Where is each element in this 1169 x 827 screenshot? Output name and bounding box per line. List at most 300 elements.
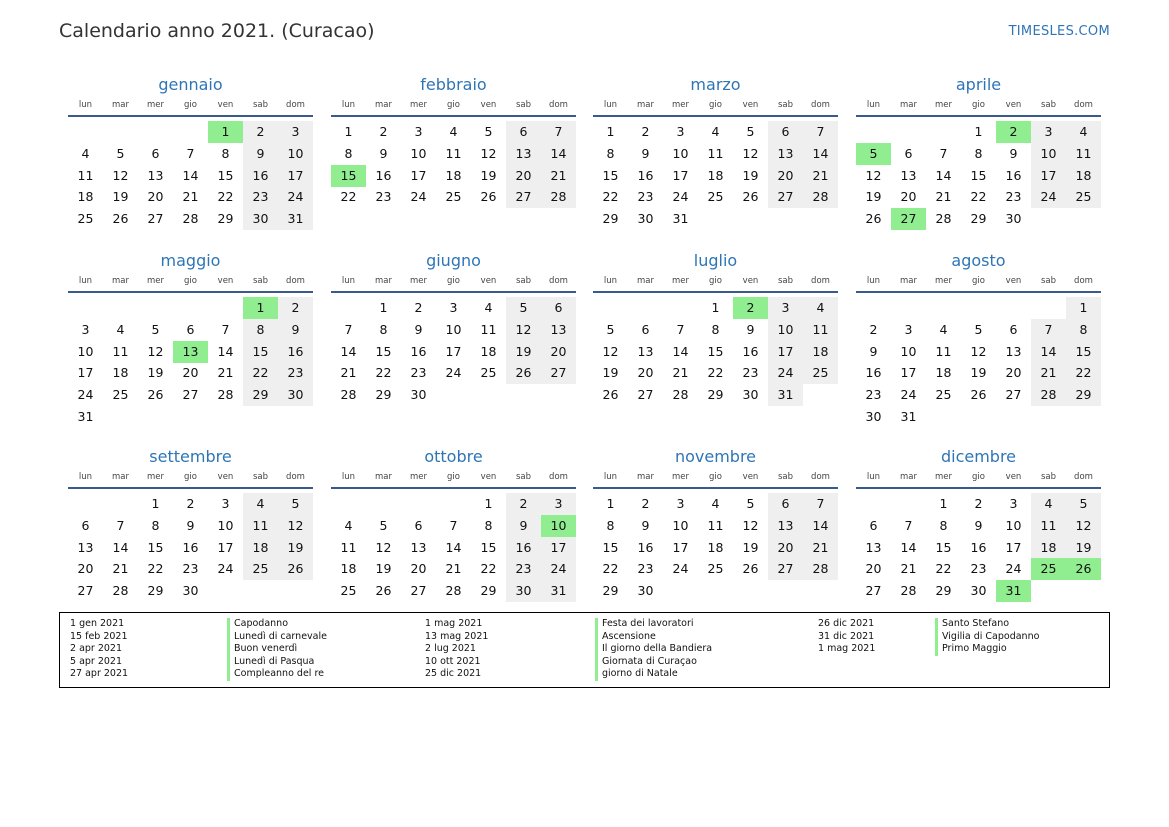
- day-cell: 17: [410, 167, 427, 183]
- day-cell: 10: [672, 145, 689, 161]
- day-cell: 27: [637, 387, 654, 403]
- weekday-label: ven: [742, 472, 759, 482]
- legend-holiday: Il giorno della Bandiera: [602, 643, 713, 655]
- weekday-label: ven: [217, 276, 234, 286]
- day-cell: 30: [637, 211, 654, 227]
- day-cell: 19: [742, 167, 759, 183]
- day-cell: 12: [278, 515, 313, 537]
- month-name: dicembre: [940, 447, 1017, 466]
- day-cell: 9: [186, 517, 195, 533]
- day-cell: 1: [379, 300, 388, 315]
- day-cell: 6: [768, 121, 803, 143]
- day-cell: 18: [1066, 165, 1101, 187]
- day-cell: 6: [541, 297, 576, 319]
- day-cell: 5: [506, 297, 541, 319]
- legend-dates-col2: [425, 618, 488, 681]
- legend-holiday: giorno di Natale: [602, 668, 678, 680]
- legend-holiday: Santo Stefano: [942, 618, 1010, 629]
- day-cell: 14: [217, 343, 234, 359]
- day-cell: 26: [147, 387, 164, 403]
- day-cell: 8: [711, 321, 720, 337]
- day-cell: 29: [480, 583, 497, 599]
- weekday-label: lun: [341, 100, 356, 110]
- weekday-label: mar: [112, 100, 129, 110]
- day-cell: 16: [506, 537, 541, 559]
- weekday-label: ven: [217, 100, 234, 110]
- day-cell: 16: [278, 341, 313, 363]
- day-cell: 3: [449, 300, 458, 315]
- day-cell: 11: [1031, 515, 1066, 537]
- weekday-label: sab: [777, 100, 794, 110]
- header-rule: [68, 487, 313, 489]
- weekday-label: mar: [112, 472, 129, 482]
- weekday-label: mar: [637, 472, 654, 482]
- day-cell: 12: [147, 343, 164, 359]
- day-cell: 5: [151, 321, 160, 337]
- legend-names-col1: [227, 618, 327, 681]
- weekday-label: gio: [184, 472, 197, 482]
- day-cell: 1: [151, 496, 160, 511]
- day-cell: 15: [1066, 341, 1101, 363]
- day-cell: 23: [182, 561, 199, 577]
- day-cell: 30: [637, 583, 654, 599]
- day-cell: 1: [939, 496, 948, 511]
- day-cell: 21: [803, 165, 838, 187]
- day-cell: 20: [637, 365, 654, 381]
- day-cell: 4: [939, 321, 948, 337]
- weekday-label: lun: [78, 100, 93, 110]
- header-rule: [68, 115, 313, 117]
- day-cell: 10: [900, 343, 917, 359]
- day-cell: 11: [340, 539, 357, 555]
- day-cell: 14: [803, 515, 838, 537]
- day-cell: 30: [410, 387, 427, 403]
- day-cell: 19: [506, 341, 541, 363]
- day-cell: 13: [768, 143, 803, 165]
- weekday-label: dom: [811, 100, 830, 110]
- weekday-label: sab: [252, 276, 269, 286]
- weekday-label: gio: [709, 472, 722, 482]
- day-cell: 20: [77, 561, 94, 577]
- day-cell: 23: [742, 365, 759, 381]
- day-cell: 30: [1005, 211, 1022, 227]
- day-cell: 15: [707, 343, 724, 359]
- header-rule: [331, 487, 576, 489]
- day-cell: 3: [81, 321, 90, 337]
- weekday-label: gio: [709, 100, 722, 110]
- weekday-label: gio: [184, 100, 197, 110]
- day-cell: 8: [939, 517, 948, 533]
- day-cell: 23: [1005, 189, 1022, 205]
- day-cell: 18: [1031, 537, 1066, 559]
- header-rule: [68, 291, 313, 293]
- day-cell: 1: [606, 496, 615, 511]
- day-cell: 27: [1005, 387, 1022, 403]
- day-cell: 5: [1066, 493, 1101, 515]
- day-cell: 13: [768, 515, 803, 537]
- day-cell: 11: [935, 343, 952, 359]
- day-cell: 17: [768, 341, 803, 363]
- day-cell: 14: [672, 343, 689, 359]
- day-cell: 2: [974, 496, 983, 511]
- day-cell: 15: [602, 539, 619, 555]
- day-cell: 24: [410, 189, 427, 205]
- weekday-label: lun: [603, 100, 618, 110]
- day-cell: 9: [278, 319, 313, 341]
- weekday-label: mar: [375, 276, 392, 286]
- day-cell: 24: [768, 362, 803, 384]
- day-cell: 29: [1066, 384, 1101, 406]
- day-cell: 13: [77, 539, 94, 555]
- day-cell: 30: [278, 384, 313, 406]
- day-cell: 22: [1066, 362, 1101, 384]
- weekday-label: dom: [286, 100, 305, 110]
- legend-holiday: Lunedì di carnevale: [234, 630, 327, 642]
- day-cell: 27: [865, 583, 882, 599]
- weekday-label: dom: [811, 472, 830, 482]
- day-cell: 17: [672, 539, 689, 555]
- month-name: settembre: [149, 447, 232, 466]
- day-cell: 28: [541, 186, 576, 208]
- holiday-day-cell: 1: [243, 297, 278, 319]
- day-cell: 16: [742, 343, 759, 359]
- day-cell: 3: [221, 496, 230, 511]
- day-cell: 5: [379, 517, 388, 533]
- day-cell: 23: [970, 561, 987, 577]
- day-cell: 19: [375, 561, 392, 577]
- day-cell: 8: [243, 319, 278, 341]
- day-cell: 11: [243, 515, 278, 537]
- day-cell: 7: [803, 493, 838, 515]
- day-cell: 10: [410, 145, 427, 161]
- day-cell: 20: [865, 561, 882, 577]
- legend-date: 5 apr 2021: [70, 655, 123, 667]
- holiday-day-cell: 27: [891, 208, 926, 230]
- day-cell: 12: [602, 343, 619, 359]
- day-cell: 23: [278, 362, 313, 384]
- day-cell: 30: [865, 409, 882, 424]
- day-cell: 7: [186, 145, 195, 161]
- weekday-label: mar: [900, 276, 917, 286]
- month-name: agosto: [951, 251, 1006, 270]
- weekday-label: sab: [1040, 276, 1057, 286]
- day-cell: 2: [869, 321, 878, 337]
- day-cell: 28: [803, 558, 838, 580]
- day-cell: 18: [803, 341, 838, 363]
- day-cell: 2: [641, 124, 650, 139]
- weekday-label: gio: [447, 100, 460, 110]
- header-rule: [331, 115, 576, 117]
- day-cell: 28: [1031, 384, 1066, 406]
- day-cell: 29: [602, 583, 619, 599]
- weekday-label: lun: [603, 472, 618, 482]
- day-cell: 7: [676, 321, 685, 337]
- legend-holiday: Vigilia di Capodanno: [942, 630, 1040, 642]
- day-cell: 28: [935, 211, 952, 227]
- day-cell: 6: [506, 121, 541, 143]
- day-cell: 16: [1005, 167, 1022, 183]
- day-cell: 14: [900, 539, 917, 555]
- day-cell: 19: [480, 167, 497, 183]
- day-cell: 27: [147, 211, 164, 227]
- page-title: Calendario anno 2021. (Curacao): [59, 20, 375, 42]
- day-cell: 12: [506, 319, 541, 341]
- day-cell: 22: [375, 365, 392, 381]
- day-cell: 17: [541, 537, 576, 559]
- holiday-day-cell: 1: [208, 121, 243, 143]
- day-cell: 29: [375, 387, 392, 403]
- day-cell: 2: [414, 300, 423, 315]
- day-cell: 27: [410, 583, 427, 599]
- day-cell: 18: [77, 189, 94, 205]
- legend-date: 25 dic 2021: [425, 668, 482, 680]
- legend-date: 1 mag 2021: [425, 618, 483, 629]
- day-cell: 20: [506, 165, 541, 187]
- day-cell: 5: [484, 124, 493, 139]
- weekday-label: sab: [1040, 472, 1057, 482]
- weekday-label: mer: [409, 276, 427, 286]
- holiday-day-cell: 10: [541, 515, 576, 537]
- day-cell: 14: [803, 143, 838, 165]
- site-link[interactable]: TIMESLES.COM: [1008, 24, 1110, 39]
- day-cell: 28: [217, 387, 234, 403]
- day-cell: 10: [445, 321, 462, 337]
- day-cell: 14: [935, 167, 952, 183]
- day-cell: 28: [445, 583, 462, 599]
- weekday-label: gio: [447, 472, 460, 482]
- day-cell: 21: [217, 365, 234, 381]
- day-cell: 31: [768, 384, 803, 406]
- day-cell: 25: [340, 583, 357, 599]
- day-cell: 31: [672, 211, 689, 227]
- day-cell: 23: [243, 186, 278, 208]
- month-name: maggio: [160, 251, 221, 270]
- day-cell: 28: [672, 387, 689, 403]
- day-cell: 13: [637, 343, 654, 359]
- holiday-day-cell: 31: [996, 580, 1031, 602]
- legend-holiday: Buon venerdì: [234, 643, 298, 655]
- day-cell: 18: [445, 167, 462, 183]
- weekday-label: lun: [341, 276, 356, 286]
- day-cell: 13: [147, 167, 164, 183]
- day-cell: 4: [81, 145, 90, 161]
- weekday-label: gio: [184, 276, 197, 286]
- weekday-label: gio: [972, 472, 985, 482]
- day-cell: 19: [602, 365, 619, 381]
- day-cell: 12: [375, 539, 392, 555]
- day-cell: 20: [768, 537, 803, 559]
- day-cell: 17: [445, 343, 462, 359]
- day-cell: 24: [445, 365, 462, 381]
- day-cell: 13: [1005, 343, 1022, 359]
- weekday-label: lun: [866, 276, 881, 286]
- weekday-label: mer: [934, 472, 952, 482]
- day-cell: 6: [414, 517, 423, 533]
- day-cell: 14: [112, 539, 129, 555]
- day-cell: 27: [182, 387, 199, 403]
- holiday-day-cell: 2: [733, 297, 768, 319]
- day-cell: 27: [506, 186, 541, 208]
- day-cell: 20: [900, 189, 917, 205]
- month-name: gennaio: [158, 75, 223, 94]
- day-cell: 26: [278, 558, 313, 580]
- header-rule: [856, 115, 1101, 117]
- day-cell: 28: [340, 387, 357, 403]
- legend-names-col2: [595, 618, 712, 681]
- day-cell: 13: [865, 539, 882, 555]
- day-cell: 15: [375, 343, 392, 359]
- weekday-label: mer: [146, 100, 164, 110]
- day-cell: 29: [602, 211, 619, 227]
- header-rule: [593, 115, 838, 117]
- day-cell: 3: [1031, 121, 1066, 143]
- day-cell: 4: [711, 124, 720, 139]
- day-cell: 17: [77, 365, 94, 381]
- header-rule: [856, 291, 1101, 293]
- day-cell: 17: [672, 167, 689, 183]
- day-cell: 5: [278, 493, 313, 515]
- weekday-label: dom: [549, 276, 568, 286]
- weekday-label: sab: [777, 276, 794, 286]
- day-cell: 9: [379, 145, 388, 161]
- weekday-label: ven: [742, 100, 759, 110]
- legend-holiday: Primo Maggio: [942, 643, 1007, 655]
- day-cell: 18: [340, 561, 357, 577]
- day-cell: 16: [182, 539, 199, 555]
- day-cell: 13: [410, 539, 427, 555]
- day-cell: 7: [1031, 319, 1066, 341]
- day-cell: 28: [182, 211, 199, 227]
- weekday-label: mer: [146, 276, 164, 286]
- weekday-label: mer: [409, 472, 427, 482]
- weekday-label: mer: [934, 100, 952, 110]
- day-cell: 1: [974, 124, 983, 139]
- day-cell: 24: [900, 387, 917, 403]
- day-cell: 3: [904, 321, 913, 337]
- day-cell: 6: [1009, 321, 1018, 337]
- day-cell: 5: [746, 124, 755, 139]
- day-cell: 25: [1066, 186, 1101, 208]
- day-cell: 16: [243, 165, 278, 187]
- weekday-label: mar: [900, 472, 917, 482]
- day-cell: 19: [970, 365, 987, 381]
- day-cell: 11: [77, 167, 94, 183]
- header-rule: [593, 487, 838, 489]
- legend-date: 13 mag 2021: [425, 630, 489, 642]
- day-cell: 4: [711, 496, 720, 511]
- day-cell: 18: [707, 539, 724, 555]
- day-cell: 12: [1066, 515, 1101, 537]
- legend-date: 2 lug 2021: [425, 643, 476, 655]
- legend-date: 10 ott 2021: [425, 655, 481, 667]
- day-cell: 17: [1005, 539, 1022, 555]
- day-cell: 31: [541, 580, 576, 602]
- day-cell: 7: [939, 145, 948, 161]
- day-cell: 15: [243, 341, 278, 363]
- day-cell: 10: [278, 143, 313, 165]
- month-name: novembre: [674, 447, 757, 466]
- day-cell: 20: [1005, 365, 1022, 381]
- day-cell: 15: [217, 167, 234, 183]
- day-cell: 13: [506, 143, 541, 165]
- legend-dates-col3: [818, 618, 875, 656]
- day-cell: 7: [904, 517, 913, 533]
- day-cell: 4: [1031, 493, 1066, 515]
- day-cell: 29: [217, 211, 234, 227]
- day-cell: 4: [344, 517, 353, 533]
- day-cell: 3: [541, 493, 576, 515]
- weekday-label: ven: [742, 276, 759, 286]
- day-cell: 4: [484, 300, 493, 315]
- weekday-label: ven: [480, 100, 497, 110]
- day-cell: 24: [1005, 561, 1022, 577]
- day-cell: 9: [641, 145, 650, 161]
- day-cell: 7: [449, 517, 458, 533]
- day-cell: 27: [77, 583, 94, 599]
- legend-date: 2 apr 2021: [70, 643, 123, 655]
- day-cell: 11: [1066, 143, 1101, 165]
- day-cell: 31: [77, 409, 94, 424]
- day-cell: 5: [606, 321, 615, 337]
- day-cell: 17: [1031, 165, 1066, 187]
- day-cell: 31: [278, 208, 313, 230]
- day-cell: 8: [606, 145, 615, 161]
- day-cell: 22: [970, 189, 987, 205]
- day-cell: 23: [506, 558, 541, 580]
- header-rule: [856, 487, 1101, 489]
- day-cell: 10: [77, 343, 94, 359]
- day-cell: 6: [151, 145, 160, 161]
- month-name: ottobre: [424, 447, 483, 466]
- legend-holiday: Lunedì di Pasqua: [234, 655, 315, 667]
- weekday-label: sab: [515, 472, 532, 482]
- day-cell: 21: [340, 365, 357, 381]
- day-cell: 14: [445, 539, 462, 555]
- day-cell: 25: [243, 558, 278, 580]
- day-cell: 4: [1066, 121, 1101, 143]
- weekday-label: dom: [549, 100, 568, 110]
- day-cell: 21: [803, 537, 838, 559]
- day-cell: 1: [484, 496, 493, 511]
- day-cell: 6: [81, 517, 90, 533]
- weekday-label: sab: [515, 276, 532, 286]
- weekday-label: mar: [375, 100, 392, 110]
- day-cell: 7: [221, 321, 230, 337]
- day-cell: 16: [637, 167, 654, 183]
- day-cell: 21: [900, 561, 917, 577]
- day-cell: 19: [865, 189, 882, 205]
- weekday-label: lun: [341, 472, 356, 482]
- day-cell: 9: [1009, 145, 1018, 161]
- weekday-label: sab: [1040, 100, 1057, 110]
- day-cell: 2: [641, 496, 650, 511]
- day-cell: 30: [182, 583, 199, 599]
- holiday-day-cell: 25: [1031, 558, 1066, 580]
- day-cell: 16: [375, 167, 392, 183]
- day-cell: 12: [480, 145, 497, 161]
- day-cell: 21: [672, 365, 689, 381]
- day-cell: 9: [506, 515, 541, 537]
- day-cell: 25: [803, 362, 838, 384]
- day-cell: 21: [112, 561, 129, 577]
- day-cell: 10: [672, 517, 689, 533]
- day-cell: 21: [445, 561, 462, 577]
- weekday-label: ven: [480, 472, 497, 482]
- day-cell: 2: [186, 496, 195, 511]
- legend-date: 1 gen 2021: [70, 618, 125, 629]
- day-cell: 17: [217, 539, 234, 555]
- day-cell: 24: [672, 561, 689, 577]
